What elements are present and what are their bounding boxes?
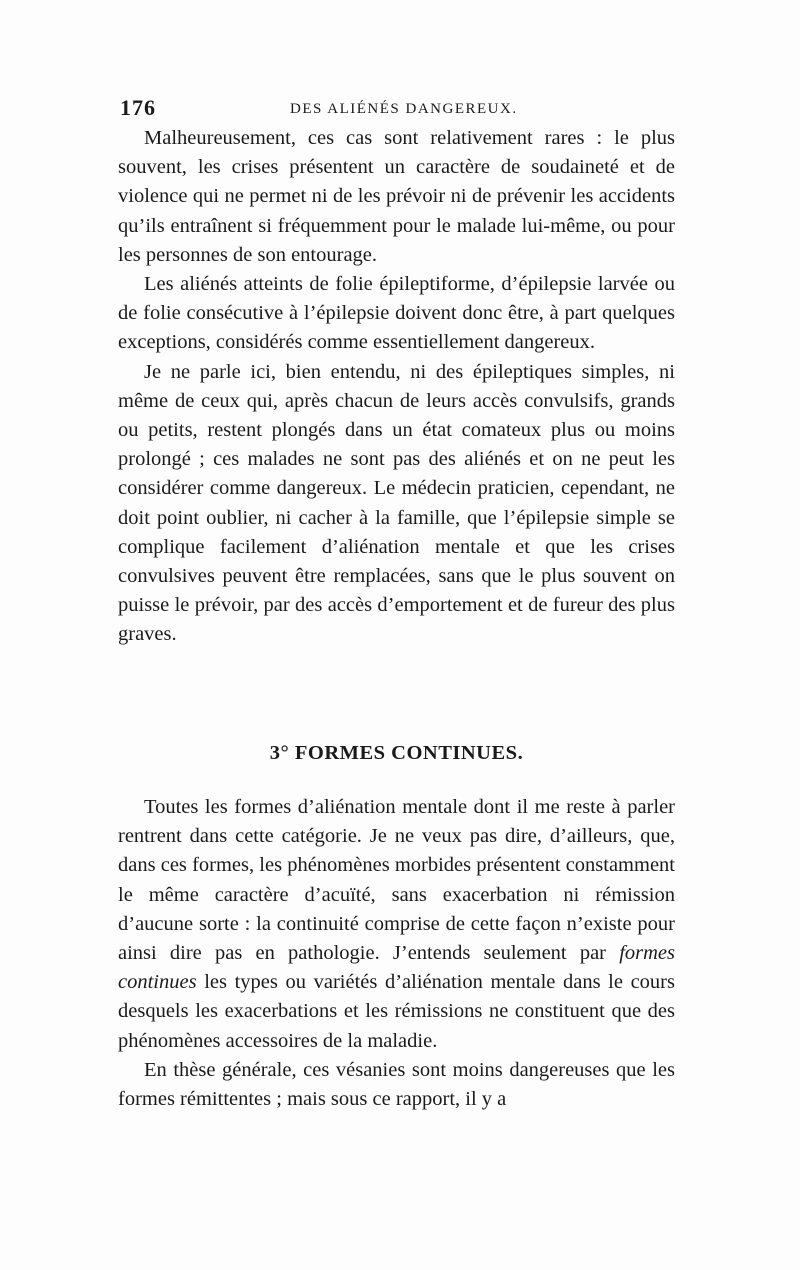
paragraph: En thèse générale, ces vésanies sont moins dangereuses que les formes rémittentes ; mais sous ce rapport, il y a [118,1058,675,1111]
paragraph-text: les types ou variétés d’aliénation mentale dans le cours desquels les exacerbations et les rémissions ne constituent que des phénomènes accessoires de la maladie. [118,971,675,1052]
emphasis-text: formes continues [118,942,675,994]
paragraph: Je ne parle ici, bien entendu, ni des épileptiques simples, ni même de ceux qui, après chacun de leurs accès convulsifs, grands ou petits, restent plongés dans un état comateux plus ou moins prolongé ; ces malades ne sont pas des aliénés et on ne peut les considérer comme dangereux. Le médecin praticien, cependant, ne doit point oublier, ni cacher à la famille, que l’épilepsie simple se complique facilement d’aliénation mentale et que les crises convulsives peuvent être remplacées, sans que le plus souvent on puisse le prévoir, par des accès d’emportement et de fureur des plus graves. [118,360,675,646]
body-text-bottom [118,793,675,1114]
paragraph [118,793,675,1056]
running-title: DES ALIÉNÉS DANGEREUX. [290,101,518,117]
paragraph-text: Toutes les formes d’aliénation mentale dont il me reste à parler rentrent dans cette catégorie. Je ne veux pas dire, d’ailleurs, que, dans ces formes, les phénomènes morbides présentent constamment le même caractère d’acuïté, sans exacerbation ni rémission d’aucune sorte : la continuité comprise de cette façon n’existe pour ainsi dire pas en pathologie. J’entends seulement par [118,796,675,965]
body-text-top [118,124,675,650]
page-number: 176 [120,95,156,120]
paragraph: Malheureusement, ces cas sont relativement rares : le plus souvent, les crises présentent un caractère de soudaineté et de violence qui ne permet ni de les prévoir ni de prévenir les accidents qu’ils entraînent si fréquemment pour le malade lui-même, ou pour les personnes de son entourage. [118,127,675,266]
paragraph: Les aliénés atteints de folie épileptiforme, d’épilepsie larvée ou de folie consécutive à l’épilepsie doivent donc être, à part quelques exceptions, considérés comme essentiellement dangereux. [118,273,675,354]
section-heading: 3° FORMES CONTINUES. [269,742,524,764]
running-head [120,95,680,125]
